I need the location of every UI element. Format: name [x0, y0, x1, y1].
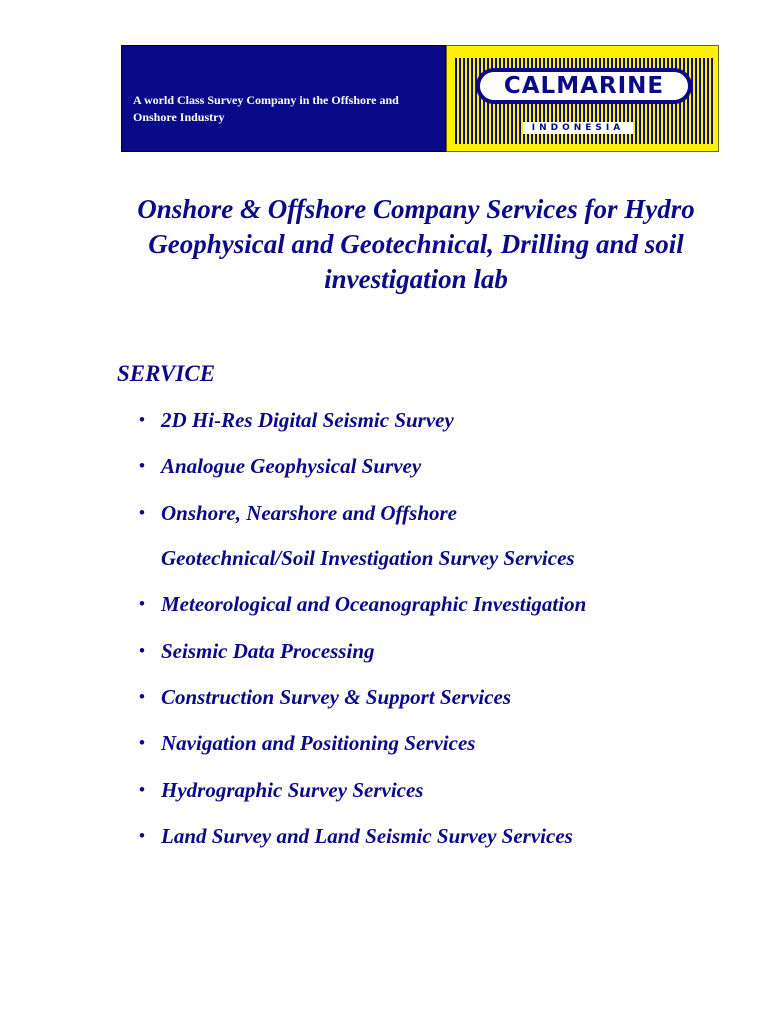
logo-stripe — [703, 58, 705, 144]
bullet-icon: • — [139, 410, 145, 429]
logo-stripe — [475, 58, 477, 144]
service-item — [139, 581, 751, 627]
logo-subtitle: INDONESIA — [523, 122, 633, 134]
logo-stripe — [707, 58, 709, 144]
company-tagline: A world Class Survey Company in the Offshore and Onshore Industry — [133, 93, 399, 124]
logo-stripe — [455, 58, 457, 144]
logo-stripe — [695, 58, 697, 144]
logo-stripe — [691, 58, 693, 144]
service-heading: SERVICE — [117, 361, 216, 386]
bullet-icon: • — [139, 780, 145, 799]
service-item — [139, 443, 751, 489]
service-item — [139, 397, 751, 443]
service-item-text: Land Survey and Land Seismic Survey Services — [161, 824, 573, 848]
header-banner — [121, 45, 719, 152]
bullet-icon: • — [139, 641, 145, 660]
service-item-text: Navigation and Positioning Services — [161, 731, 476, 755]
logo-wordmark: CALMARINE — [476, 68, 692, 104]
bullet-icon: • — [139, 503, 145, 522]
logo-stripe — [687, 58, 689, 144]
service-item-continuation — [161, 535, 751, 581]
bullet-icon: • — [139, 826, 145, 845]
service-item-text: 2D Hi-Res Digital Seismic Survey — [161, 408, 454, 432]
service-item-text: Geotechnical/Soil Investigation Survey Services — [161, 546, 575, 570]
bullet-icon: • — [139, 733, 145, 752]
tagline-box — [121, 45, 446, 152]
logo-stripe — [459, 58, 461, 144]
service-item-text: Analogue Geophysical Survey — [161, 454, 422, 478]
logo-stripe — [463, 58, 465, 144]
service-item-text: Onshore, Nearshore and Offshore — [161, 501, 457, 525]
logo-stripe — [479, 58, 481, 144]
logo-stripe — [699, 58, 701, 144]
calmarine-logo — [446, 45, 719, 152]
logo-stripe — [471, 58, 473, 144]
service-item-text: Construction Survey & Support Services — [161, 685, 512, 709]
service-item — [139, 767, 751, 813]
service-item-text: Seismic Data Processing — [161, 639, 375, 663]
bullet-icon: • — [139, 456, 145, 475]
bullet-icon: • — [139, 687, 145, 706]
service-item — [139, 813, 751, 859]
logo-stripe — [467, 58, 469, 144]
service-item-text: Meteorological and Oceanographic Investigation — [161, 592, 587, 616]
bullet-icon: • — [139, 594, 145, 613]
service-item-text: Hydrographic Survey Services — [161, 778, 424, 802]
service-item — [139, 490, 751, 536]
document-title: Onshore & Offshore Company Services for Hydro Geophysical and Geotechnical, Drilling and soil investigation lab — [137, 194, 695, 294]
service-item — [139, 674, 751, 720]
service-item — [139, 628, 751, 674]
service-item — [139, 720, 751, 766]
logo-stripe — [711, 58, 713, 144]
